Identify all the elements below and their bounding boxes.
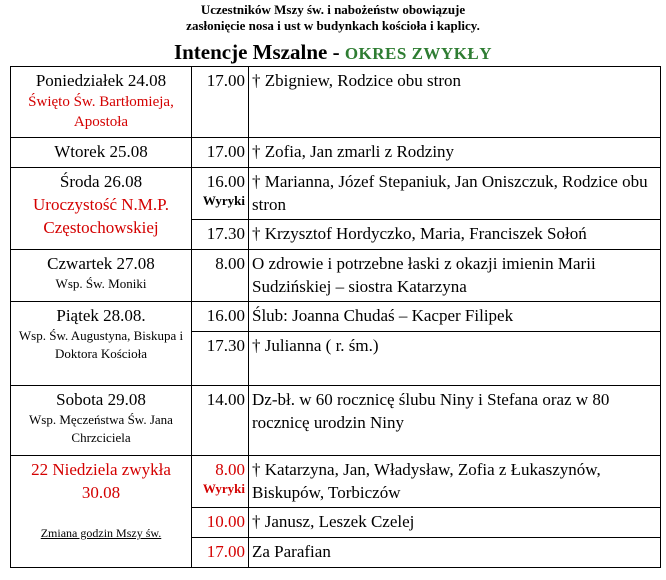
feast-label: Wsp. Męczeństwa Św. Jana Chrzciciela	[29, 412, 173, 445]
table-row	[11, 456, 661, 508]
mass-time: 17.00	[192, 138, 249, 168]
mass-intention: Ślub: Joanna Chudaś – Kacper Filipek	[249, 302, 661, 332]
mass-time: 17.30	[192, 332, 249, 386]
table-row	[11, 168, 661, 220]
mass-time: 17.00	[192, 538, 249, 568]
day-cell-sunday	[11, 456, 192, 568]
mass-intention: † Zbigniew, Rodzice obu stron	[249, 67, 661, 138]
day-name: Piątek 28.08.	[56, 306, 146, 325]
mass-intention: † Julianna ( r. śm.)	[249, 332, 661, 386]
day-cell-thursday	[11, 250, 192, 302]
mass-intention: Za Parafian	[249, 538, 661, 568]
mass-time: 14.00	[192, 386, 249, 456]
day-cell-saturday	[11, 386, 192, 456]
mass-time: 17.30	[192, 220, 249, 250]
period-label: OKRES ZWYKŁY	[344, 44, 493, 63]
day-cell-friday	[11, 302, 192, 386]
schedule-change-note: Zmiana godzin Mszy św.	[40, 526, 162, 540]
mass-intention: † Katarzyna, Jan, Władysław, Zofia z Łukaszynów, Biskupów, Torbiczów	[249, 456, 661, 508]
mass-time: 16.00	[192, 302, 249, 332]
mass-intention: † Janusz, Leszek Czelej	[249, 508, 661, 538]
mass-time: 17.00	[192, 67, 249, 138]
mass-time-cell	[192, 456, 249, 508]
feast-label: Uroczystość N.M.P. Częstochowskiej	[33, 195, 169, 237]
location-label: Wyryki	[202, 193, 245, 208]
mass-intention: Dz-bł. w 60 rocznicę ślubu Niny i Stefana oraz w 80 rocznicę urodzin Niny	[249, 386, 661, 456]
mass-intention: † Marianna, Józef Stepaniuk, Jan Oniszczuk, Rodzice obu stron	[249, 168, 661, 220]
feast-label: Święto Św. Bartłomieja, Apostoła	[28, 94, 174, 130]
day-cell-wednesday	[11, 168, 192, 250]
day-name: Sobota 29.08	[56, 390, 146, 409]
day-name: Wtorek 25.08	[54, 142, 148, 161]
mass-time-cell	[192, 168, 249, 220]
day-name: Środa 26.08	[59, 172, 143, 191]
table-row	[11, 302, 661, 332]
table-row	[11, 67, 661, 138]
feast-label: Wsp. Św. Moniki	[55, 276, 147, 291]
header-line-2: zasłonięcie nosa i ust w budynkach kościoła i kaplicy.	[186, 18, 480, 33]
day-cell-tuesday	[11, 138, 192, 168]
mass-time: 8.00	[215, 460, 245, 479]
mass-time: 8.00	[192, 250, 249, 302]
table-row	[11, 386, 661, 456]
header-notice	[0, 2, 666, 34]
table-row	[11, 138, 661, 168]
title-text: Intencje Mszalne -	[173, 40, 345, 64]
page-title	[0, 40, 666, 66]
header-line-1: Uczestników Mszy św. i nabożeństw obowiązuje	[200, 2, 466, 17]
day-name: Poniedziałek 24.08	[35, 71, 167, 90]
day-cell-monday	[11, 67, 192, 138]
day-name: 22 Niedziela zwykła 30.08	[31, 460, 171, 502]
table-row	[11, 250, 661, 302]
location-label: Wyryki	[202, 481, 245, 496]
mass-intention: O zdrowie i potrzebne łaski z okazji imienin Marii Sudzińskiej – siostra Katarzyna	[249, 250, 661, 302]
mass-intention: † Zofia, Jan zmarli z Rodziny	[249, 138, 661, 168]
intentions-table	[10, 66, 661, 568]
day-name: Czwartek 27.08	[47, 254, 155, 273]
mass-intention: † Krzysztof Hordyczko, Maria, Franciszek Sołoń	[249, 220, 661, 250]
feast-label: Wsp. Św. Augustyna, Biskupa i Doktora Kościoła	[18, 328, 184, 361]
mass-time: 16.00	[206, 172, 245, 191]
mass-time: 10.00	[192, 508, 249, 538]
